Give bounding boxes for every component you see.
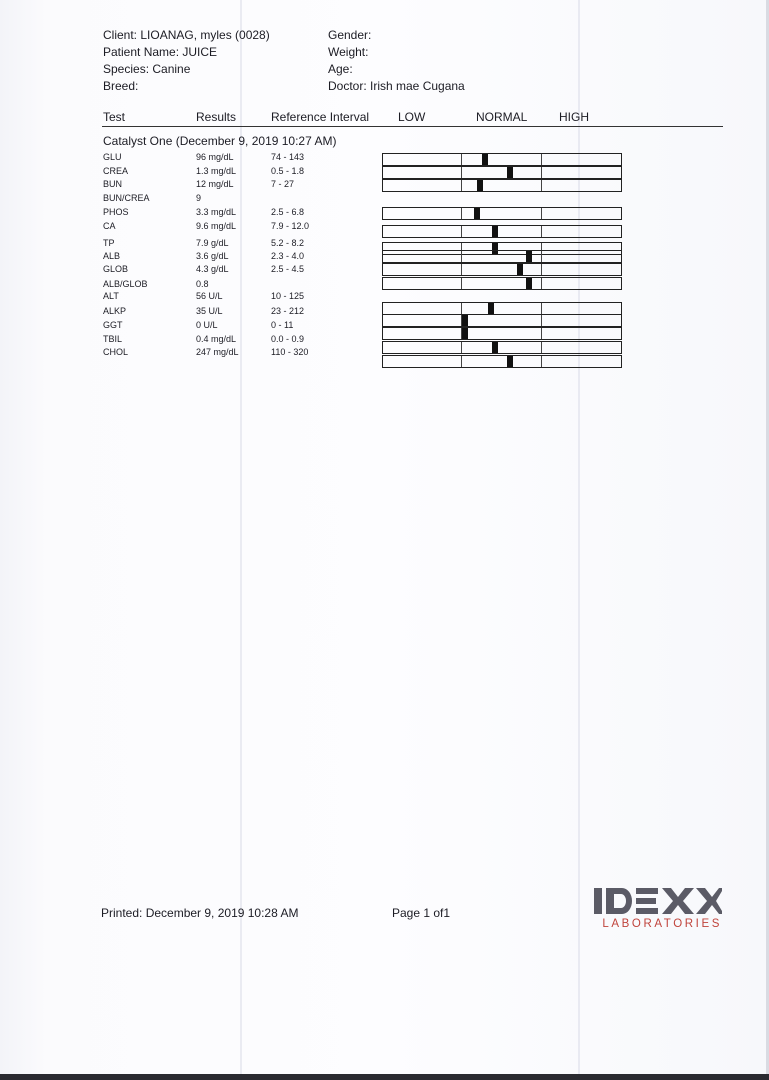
row-result: 247 mg/dL: [196, 347, 239, 357]
range-divider: [541, 154, 542, 165]
row-reference: 23 - 212: [271, 306, 305, 316]
species-line: Species: Canine: [103, 62, 191, 76]
row-reference: 7.9 - 12.0: [271, 221, 310, 231]
col-test: Test: [103, 110, 126, 124]
idexx-logo: [592, 886, 724, 930]
row-test: CREA: [103, 166, 129, 176]
gender-line: Gender:: [328, 28, 372, 42]
range-divider: [461, 208, 462, 219]
row-test: CA: [103, 221, 116, 231]
row-reference: 5.2 - 8.2: [271, 238, 305, 248]
row-reference: 0.5 - 1.8: [271, 166, 305, 176]
weight-line: Weight:: [328, 45, 369, 59]
range-bar-alkp: [382, 314, 622, 327]
client-line: Client: LIOANAG, myles (0028): [103, 28, 270, 42]
range-bar-glob: [382, 263, 622, 276]
row-result: 4.3 g/dL: [196, 264, 229, 274]
range-divider: [541, 303, 542, 314]
range-divider: [461, 278, 462, 289]
row-result: 35 U/L: [196, 306, 223, 316]
range-divider: [461, 180, 462, 191]
row-test: TBIL: [103, 334, 123, 344]
logo-subtitle: LABORATORIES: [602, 918, 722, 930]
patient-details: [328, 27, 465, 95]
patient-info: [103, 27, 270, 95]
range-bar-bun: [382, 179, 622, 192]
range-divider: [541, 342, 542, 353]
range-bar-chol: [382, 355, 622, 368]
range-bar-alb: [382, 250, 622, 263]
range-bar-ggt: [382, 327, 622, 340]
col-high: HIGH: [559, 110, 589, 124]
row-test: ALT: [103, 291, 119, 301]
idexx-wordmark-icon: [592, 886, 722, 916]
col-reference: Reference Interval: [271, 110, 370, 124]
row-reference: 2.3 - 4.0: [271, 251, 305, 261]
row-reference: 74 - 143: [271, 152, 305, 162]
range-divider: [541, 315, 542, 326]
range-divider: [461, 342, 462, 353]
row-result: 96 mg/dL: [196, 152, 234, 162]
row-reference: 7 - 27: [271, 179, 295, 189]
col-low: LOW: [398, 110, 426, 124]
row-test: CHOL: [103, 347, 129, 357]
range-divider: [541, 251, 542, 262]
row-result: 1.3 mg/dL: [196, 166, 237, 176]
range-divider: [541, 278, 542, 289]
section-title: Catalyst One (December 9, 2019 10:27 AM): [103, 134, 337, 148]
row-result: 3.3 mg/dL: [196, 207, 237, 217]
row-test: ALKP: [103, 306, 127, 316]
range-bar-tbil: [382, 341, 622, 354]
result-marker: [526, 251, 532, 262]
row-result: 9.6 mg/dL: [196, 221, 237, 231]
row-result: 3.6 g/dL: [196, 251, 229, 261]
range-divider: [541, 328, 542, 339]
result-marker: [474, 208, 480, 219]
printed-date: Printed: December 9, 2019 10:28 AM: [101, 906, 299, 920]
range-divider: [461, 264, 462, 275]
range-bar-ca: [382, 225, 622, 238]
patient-name-line: Patient Name: JUICE: [103, 45, 218, 59]
row-result: 12 mg/dL: [196, 179, 234, 189]
row-reference: 10 - 125: [271, 291, 305, 301]
row-test: PHOS: [103, 207, 129, 217]
row-result: 7.9 g/dL: [196, 238, 229, 248]
row-test: GLU: [103, 152, 122, 162]
result-marker: [482, 154, 488, 165]
row-reference: 0 - 11: [271, 320, 294, 330]
row-test: TP: [103, 238, 115, 248]
col-normal: NORMAL: [476, 110, 528, 124]
row-test: GGT: [103, 320, 123, 330]
row-reference: 0.0 - 0.9: [271, 334, 305, 344]
page-number: Page 1 of1: [392, 906, 451, 920]
age-line: Age:: [328, 62, 353, 76]
range-divider: [461, 251, 462, 262]
range-divider: [541, 180, 542, 191]
row-test: ALB/GLOB: [103, 279, 148, 289]
row-test: BUN: [103, 179, 123, 189]
range-divider: [461, 356, 462, 367]
row-reference: 2.5 - 6.8: [271, 207, 305, 217]
range-divider: [461, 303, 462, 314]
result-marker: [526, 278, 532, 289]
row-test: ALB: [103, 251, 121, 261]
range-divider: [541, 356, 542, 367]
row-result: 0.8: [196, 279, 209, 289]
row-reference: 2.5 - 4.5: [271, 264, 305, 274]
row-result: 56 U/L: [196, 291, 223, 301]
range-bar-alb-glob: [382, 277, 622, 290]
result-marker: [462, 328, 468, 339]
result-marker: [477, 180, 483, 191]
result-marker: [507, 167, 513, 178]
range-divider: [541, 167, 542, 178]
doctor-line: Doctor: Irish mae Cugana: [328, 79, 465, 93]
range-divider: [541, 226, 542, 237]
scan-edge: [0, 1074, 769, 1080]
range-divider: [461, 226, 462, 237]
range-divider: [541, 264, 542, 275]
result-marker: [492, 342, 498, 353]
col-results: Results: [196, 110, 237, 124]
row-test: GLOB: [103, 264, 129, 274]
range-bar-phos: [382, 207, 622, 220]
result-marker: [507, 356, 513, 367]
range-bar-crea: [382, 166, 622, 179]
range-divider: [461, 154, 462, 165]
range-bar-glu: [382, 153, 622, 166]
row-reference: 110 - 320: [271, 347, 309, 357]
result-marker: [492, 226, 498, 237]
range-divider: [461, 167, 462, 178]
header-rule: [102, 126, 723, 127]
range-divider: [541, 208, 542, 219]
row-result: 0 U/L: [196, 320, 218, 330]
result-marker: [488, 303, 494, 314]
breed-line: Breed:: [103, 79, 139, 93]
row-test: BUN/CREA: [103, 193, 150, 203]
row-result: 9: [196, 193, 202, 203]
result-marker: [517, 264, 523, 275]
row-result: 0.4 mg/dL: [196, 334, 237, 344]
result-marker: [462, 315, 468, 326]
